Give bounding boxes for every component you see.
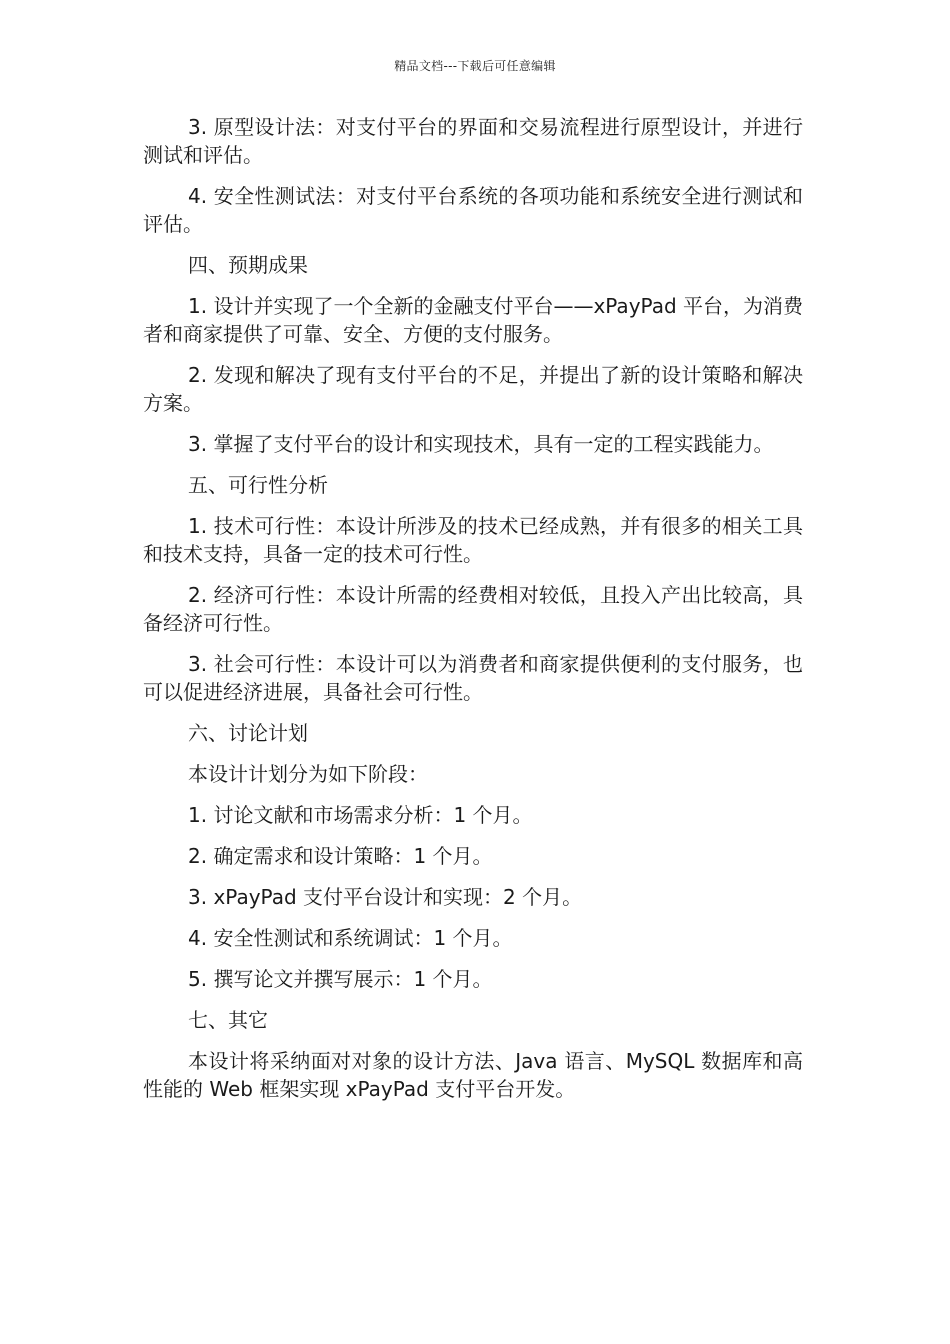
plan-stage-3: 3. xPayPad 支付平台设计和实现：2 个月。 — [188, 885, 583, 909]
section-heading-other: 七、其它 — [188, 1008, 268, 1032]
paragraph-plan-intro: 本设计计划分为如下阶段： — [188, 762, 428, 786]
section-heading-feasibility: 五、可行性分析 — [188, 473, 328, 497]
paragraph-other: 本设计将采纳面对对象的设计方法、Java 语言、MySQL 数据库和高性能的 Web 框架实现 xPayPad 支付平台开发。 — [143, 1049, 803, 1101]
paragraph-feasibility-economic: 2. 经济可行性：本设计所需的经费相对较低，且投入产出比较高，具备经济可行性。 — [143, 583, 803, 635]
paragraph-security-test-method: 4. 安全性测试法：对支付平台系统的各项功能和系统安全进行测试和评估。 — [143, 184, 803, 236]
document-body — [143, 113, 803, 1116]
plan-stage-4: 4. 安全性测试和系统调试：1 个月。 — [188, 926, 513, 950]
paragraph-result-1: 1. 设计并实现了一个全新的金融支付平台——xPayPad 平台，为消费者和商家提供了可靠、安全、方便的支付服务。 — [143, 294, 803, 346]
section-heading-plan: 六、讨论计划 — [188, 721, 308, 745]
plan-stage-2: 2. 确定需求和设计策略：1 个月。 — [188, 844, 493, 868]
paragraph-result-3: 3. 掌握了支付平台的设计和实现技术，具有一定的工程实践能力。 — [188, 432, 774, 456]
plan-stage-1: 1. 讨论文献和市场需求分析：1 个月。 — [188, 803, 533, 827]
section-heading-expected-results: 四、预期成果 — [188, 253, 308, 277]
paragraph-prototype-method: 3. 原型设计法：对支付平台的界面和交易流程进行原型设计，并进行测试和评估。 — [143, 115, 803, 167]
paragraph-feasibility-social: 3. 社会可行性：本设计可以为消费者和商家提供便利的支付服务，也可以促进经济进展，具备社会可行性。 — [143, 652, 803, 704]
plan-stage-5: 5. 撰写论文并撰写展示：1 个月。 — [188, 967, 493, 991]
page-header: 精品文档---下载后可任意编辑 — [394, 59, 556, 73]
paragraph-feasibility-technical: 1. 技术可行性：本设计所涉及的技术已经成熟，并有很多的相关工具和技术支持，具备一定的技术可行性。 — [143, 514, 803, 566]
paragraph-result-2: 2. 发现和解决了现有支付平台的不足，并提出了新的设计策略和解决方案。 — [143, 363, 803, 415]
